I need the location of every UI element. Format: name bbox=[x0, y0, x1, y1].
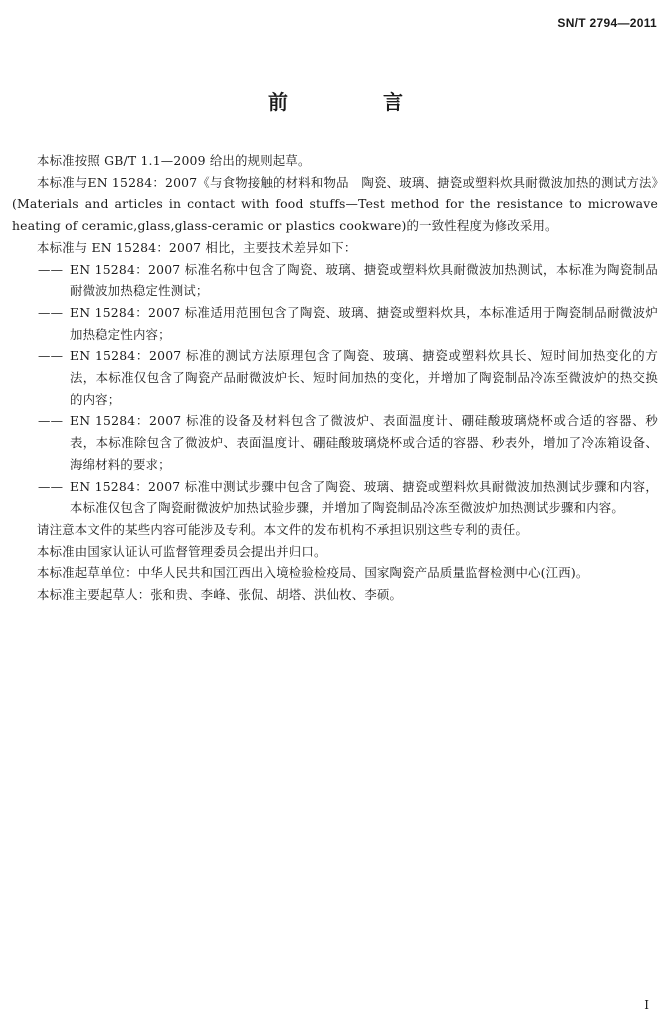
difference-text: EN 15284：2007 标准名称中包含了陶瓷、玻璃、搪瓷或塑料炊具耐微波加热测试，本标准为陶瓷制品耐微波加热稳定性测试； bbox=[70, 261, 658, 299]
proposer-statement: 本标准由国家认证认可监督管理委员会提出并归口。 bbox=[37, 543, 327, 559]
dash-marker: —— bbox=[38, 413, 64, 429]
difference-text: EN 15284：2007 标准中测试步骤中包含了陶瓷、玻璃、搪瓷或塑料炊具耐微波加热测试步骤和内容，本标准仅包含了陶瓷耐微波炉加热试验步骤，并增加了陶瓷制品冷冻至微波炉加热测试步骤和内容。 bbox=[70, 478, 658, 516]
difference-text: EN 15284：2007 标准的测试方法原理包含了陶瓷、玻璃、搪瓷或塑料炊具长、短时间加热变化的方法，本标准仅包含了陶瓷产品耐微波炉长、短时间加热的变化，并增加了陶瓷制品冷冻至微波炉的热交换的内容； bbox=[70, 348, 658, 407]
difference-text: EN 15284：2007 标准的设备及材料包含了微波炉、表面温度计、硼硅酸玻璃烧杯或合适的容器、秒表，本标准除包含了微波炉、表面温度计、硼硅酸玻璃烧杯或合适的容器、秒表外，增加了冷冻箱设备、海绵材料的要求； bbox=[70, 413, 658, 472]
standard-code: SN/T 2794—2011 bbox=[557, 16, 657, 30]
intro-paragraph-differences-lead: 本标准与 EN 15284：2007 相比，主要技术差异如下： bbox=[37, 239, 357, 255]
patent-notice: 请注意本文件的某些内容可能涉及专利。本文件的发布机构不承担识别这些专利的责任。 bbox=[37, 521, 529, 537]
difference-item bbox=[12, 410, 658, 475]
drafting-units: 本标准起草单位：中华人民共和国江西出入境检验检疫局、国家陶瓷产品质量监督检测中心(江西)。 bbox=[37, 565, 589, 581]
page-number: I bbox=[644, 998, 649, 1012]
document-body bbox=[12, 150, 658, 606]
intro-paragraph-consistency: 本标准与EN 15284：2007《与食物接触的材料和物品 陶瓷、玻璃、搪瓷或塑料炊具耐微波加热的测试方法》(Materials and articles in contact with food stuffs—Test method for the resistance to microwave heating of ceramic,glass,glass-ceramic or plastics cookware)的一致性程度为修改采用。 bbox=[12, 174, 658, 234]
difference-item bbox=[12, 302, 658, 345]
drafters: 本标准主要起草人：张和贵、李峰、张侃、胡塔、洪仙枚、李硕。 bbox=[37, 587, 403, 603]
difference-list bbox=[12, 259, 658, 519]
difference-text: EN 15284：2007 标准适用范围包含了陶瓷、玻璃、搪瓷或塑料炊具，本标准适用于陶瓷制品耐微波炉加热稳定性内容； bbox=[70, 304, 658, 342]
difference-item bbox=[12, 476, 658, 519]
difference-item bbox=[12, 345, 658, 410]
dash-marker: —— bbox=[38, 348, 64, 364]
difference-item bbox=[12, 259, 658, 302]
page-title: 前 言 bbox=[268, 90, 447, 114]
dash-marker: —— bbox=[38, 304, 64, 320]
dash-marker: —— bbox=[38, 261, 64, 277]
dash-marker: —— bbox=[38, 478, 64, 494]
intro-paragraph-drafting-rules: 本标准按照 GB/T 1.1—2009 给出的规则起草。 bbox=[37, 153, 311, 168]
